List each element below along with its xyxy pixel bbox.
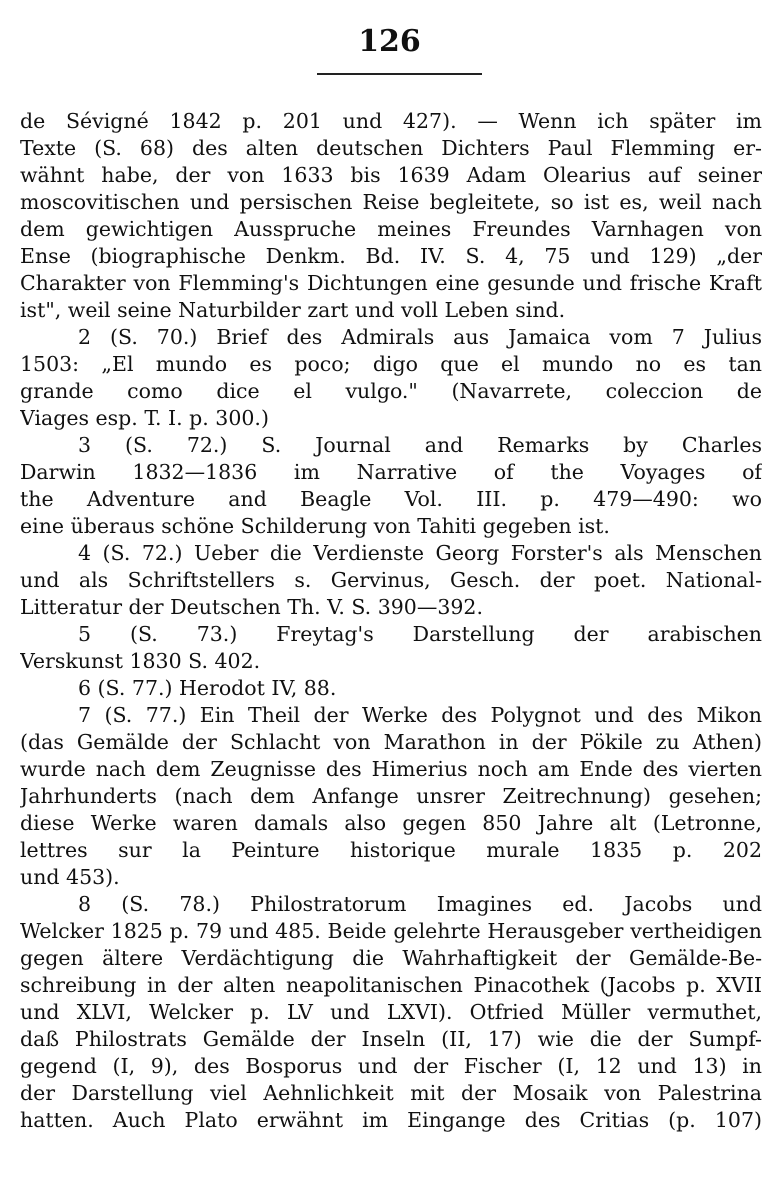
text-line: 5 (S. 73.) Freytag's Darstellung der arabischen <box>78 622 762 646</box>
text-line: Welcker 1825 p. 79 und 485. Beide gelehrte Herausgeber vertheidigen <box>20 919 762 943</box>
text-line: Jahrhunderts (nach dem Anfange unsrer Zeitrechnung) gesehen; <box>20 784 762 808</box>
text-line: und XLVI, Welcker p. LV und LXVI). Otfried Müller vermuthet, <box>20 1000 762 1024</box>
text-line: de Sévigné 1842 p. 201 und 427). — Wenn ich später im <box>20 109 762 133</box>
text-line: gegen ältere Verdächtigung die Wahrhaftigkeit der Gemälde-Be- <box>20 946 762 970</box>
text-line: und 453). <box>20 865 120 889</box>
text-line: 4 (S. 72.) Ueber die Verdienste Georg Forster's als Menschen <box>78 541 762 565</box>
text-line: the Adventure and Beagle Vol. III. p. 479—490: wo <box>20 487 762 511</box>
text-line: Viages esp. T. I. p. 300.) <box>20 406 269 430</box>
text-line: 2 (S. 70.) Brief des Admirals aus Jamaica vom 7 Julius <box>78 325 762 349</box>
text-line: wurde nach dem Zeugnisse des Himerius noch am Ende des vierten <box>20 757 762 781</box>
text-line: dem gewichtigen Ausspruche meines Freundes Varnhagen von <box>20 217 762 241</box>
text-line: Charakter von Flemming's Dichtungen eine gesunde und frische Kraft <box>20 271 762 295</box>
text-line: Ense (biographische Denkm. Bd. IV. S. 4, 75 und 129) „der <box>20 244 762 268</box>
text-line: gegend (I, 9), des Bosporus und der Fischer (I, 12 und 13) in <box>20 1054 762 1078</box>
text-line: lettres sur la Peinture historique murale 1835 p. 202 <box>20 838 762 862</box>
page-number: 126 <box>358 24 421 59</box>
header-rule <box>317 73 482 75</box>
text-line: 7 (S. 77.) Ein Theil der Werke des Polygnot und des Mikon <box>78 703 762 727</box>
text-line: moscovitischen und persischen Reise begleitete, so ist es, weil nach <box>20 190 762 214</box>
text-line: Texte (S. 68) des alten deutschen Dichters Paul Flemming er- <box>20 136 762 160</box>
text-line: der Darstellung viel Aehnlichkeit mit der Mosaik von Palestrina <box>20 1081 762 1105</box>
text-line: Litteratur der Deutschen Th. V. S. 390—392. <box>20 595 483 619</box>
footnotes-text <box>20 108 762 1134</box>
text-line: eine überaus schöne Schilderung von Tahiti gegeben ist. <box>20 514 610 538</box>
text-line: Darwin 1832—1836 im Narrative of the Voyages of <box>20 460 762 484</box>
text-line: (das Gemälde der Schlacht von Marathon in der Pökile zu Athen) <box>20 730 762 754</box>
text-line: daß Philostrats Gemälde der Inseln (II, 17) wie die der Sumpf- <box>20 1027 762 1051</box>
text-line: 3 (S. 72.) S. Journal and Remarks by Charles <box>78 433 762 457</box>
text-line: 6 (S. 77.) Herodot IV, 88. <box>78 676 337 700</box>
text-line: Verskunst 1830 S. 402. <box>20 649 261 673</box>
text-line: hatten. Auch Plato erwähnt im Eingange des Critias (p. 107) <box>20 1108 762 1132</box>
text-line: und als Schriftstellers s. Gervinus, Gesch. der poet. National- <box>20 568 762 592</box>
text-line: ist", weil seine Naturbilder zart und voll Leben sind. <box>20 298 566 322</box>
text-line: grande como dice el vulgo." (Navarrete, coleccion de <box>20 379 762 403</box>
text-line: diese Werke waren damals also gegen 850 Jahre alt (Letronne, <box>20 811 762 835</box>
text-line: 1503: „El mundo es poco; digo que el mundo no es tan <box>20 352 762 376</box>
text-line: 8 (S. 78.) Philostratorum Imagines ed. Jacobs und <box>78 892 762 916</box>
text-line: wähnt habe, der von 1633 bis 1639 Adam Olearius auf seiner <box>20 163 762 187</box>
text-line: schreibung in der alten neapolitanischen Pinacothek (Jacobs p. XVII <box>20 973 762 997</box>
